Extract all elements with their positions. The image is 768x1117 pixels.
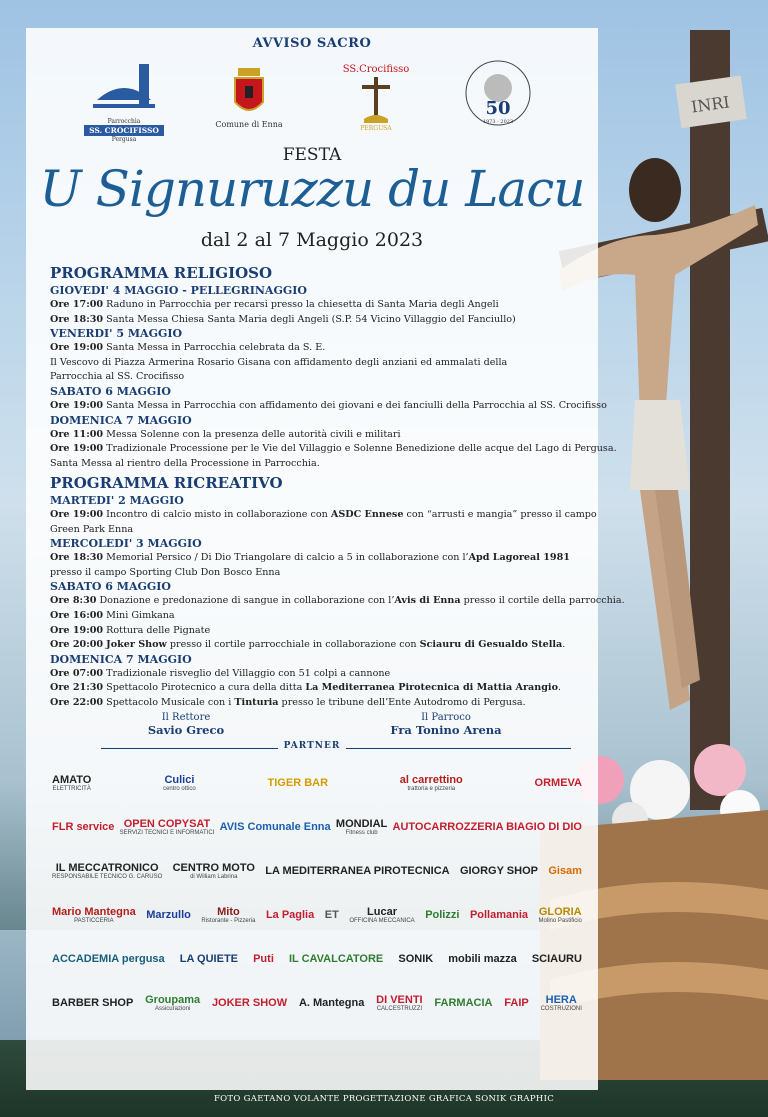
partner-logo [52,997,133,1009]
recreational-day-heading: SABATO 6 MAGGIO [50,580,172,594]
partner-tagline: RESPONSABILE TECNICO G. CARUSO [52,874,163,880]
partner-logo [398,953,433,965]
partner-name: MONDIAL [335,818,388,830]
religious-program [50,264,617,471]
event-highlight: ASDC Ennese [330,509,404,520]
recreational-program-line [50,696,590,711]
partner-logo [434,997,492,1009]
religious-program-line [50,399,607,414]
partner-tagline: SERVIZI TECNICI E INFORMATICI [119,830,215,836]
festival-dates: dal 2 al 7 Maggio 2023 [200,229,424,251]
recreational-program-line [50,638,590,653]
partner-name: FLR service [52,821,115,833]
partner-logo [212,997,287,1009]
partner-name: Groupama [145,994,201,1006]
parroco-signature [376,712,516,737]
partner-name: AUTOCARROZZERIA BIAGIO DI DIO [392,821,582,833]
event-description: presso il campo Sporting Club Don Bosco Enna [50,566,281,578]
partner-logo [460,865,538,877]
partner-name: Mario Mantegna [52,906,136,918]
partner-logo [52,953,165,965]
partner-name: Polizzi [425,909,460,921]
partner-name: GIORGY SHOP [459,865,538,877]
crocifisso-logo [336,64,416,132]
religious-program-line [50,442,617,457]
partner-row [52,805,582,849]
event-description: Donazione e predonazione di sangue in collaborazione con l’ [96,595,395,607]
event-time: Ore 19:00 [50,624,104,636]
parish-logo-name: SS. CROCIFISSO [84,125,164,136]
partner-name: SONIK [398,953,434,965]
partner-logo [400,774,463,792]
event-description: Messa Solenne con la presenza delle autorità civili e militari [103,428,401,440]
religious-day-heading: VENERDI' 5 MAGGIO [50,327,183,341]
religious-program-line [50,356,590,371]
partner-logo [163,774,196,792]
partner-name: IL CAVALCATORE [288,953,384,965]
event-highlight: La Mediterranea Pirotecnica di Mattia Arangio [305,682,558,694]
partner-name: CENTRO MOTO [172,862,255,874]
parish-church-logo-icon [89,60,159,118]
religious-program-line [50,313,590,328]
poster-panel [26,28,625,1090]
partner-logo [425,909,459,921]
partner-tagline: ELETTRICITÀ [52,786,91,792]
partner-logo [52,774,91,792]
event-highlight: Sciauru di Gesualdo Stella [419,639,563,651]
partner-name: AMATO [52,774,92,786]
partner-tagline: Molino Pastificio [538,918,582,924]
partner-name: La Paglia [265,909,315,921]
recreational-program-line [50,594,625,609]
confraternity-anniversary: 50 [485,98,511,119]
event-description: . [562,639,566,651]
confraternity-logo [458,58,538,125]
partner-name: Culici [164,774,195,786]
event-time: Ore 07:00 [50,667,104,679]
partner-logo [52,862,162,880]
partner-logo [265,865,449,877]
partner-tagline: Ristorante - Pizzeria [201,918,256,924]
event-highlight: Joker Show [106,639,167,651]
event-time: Ore 22:00 [50,696,104,708]
recreational-program-line [50,624,590,639]
partner-name: A. Mantegna [298,997,365,1009]
recreational-program-heading: PROGRAMMA RICREATIVO [50,474,283,492]
partner-logo [532,953,582,965]
partner-name: SCIAURU [531,953,582,965]
event-highlight: Apd Lagoreal 1981 [468,552,570,564]
recreational-day-heading: DOMENICA 7 MAGGIO [50,652,192,666]
partner-logo [336,818,387,836]
partner-logo [120,818,215,836]
partner-name: FARMACIA [434,997,493,1009]
comune-logo [208,66,290,129]
event-highlight: Tinturia [234,696,279,708]
partner-logo [52,906,136,924]
confraternity-years: 1973 - 2023 [482,119,514,125]
event-description: Green Park Enna [50,523,134,535]
partner-name: Puti [253,953,274,965]
partner-logo [393,821,582,833]
partner-tagline: Fitness club [345,830,378,836]
event-time: Ore 8:30 [50,595,97,607]
partner-name: Marzullo [146,909,191,921]
partner-name: BARBER SHOP [52,997,134,1009]
event-description: Mini Gimkana [103,609,175,621]
recreational-program-line [50,566,590,581]
partner-logo [253,953,274,965]
partner-row [52,849,582,893]
parish-logo [84,60,164,143]
event-description: Tradizionale Processione per le Vie del Villaggio e Solenne Benedizione delle acque del Lago di Pergusa. [103,443,617,455]
event-time: Ore 19:00 [50,399,104,411]
partner-name: Lucar [367,906,397,918]
event-description: Tradizionale risveglio del Villaggio con 51 colpi a cannone [103,667,391,679]
partner-heading: PARTNER [26,741,598,751]
event-time: Ore 19:00 [50,443,104,455]
religious-day-heading: GIOVEDI' 4 MAGGIO - PELLEGRINAGGIO [50,284,307,297]
event-description: Santa Messa al rientro della Processione in Parrocchia. [50,457,320,469]
religious-program-line [50,428,590,443]
partner-tagline: centro ottico [163,786,196,792]
event-description: Il Vescovo di Piazza Armerina Rosario Gisana con affidamento degli anziani ed ammalati della [50,356,508,368]
religious-day-heading: SABATO 6 MAGGIO [50,384,172,398]
partner-name: OPEN COPYSAT [123,818,211,830]
partner-logo [52,821,114,833]
event-description: Incontro di calcio misto in collaborazione con [103,509,331,520]
credits: FOTO GAETANO VOLANTE PROGETTAZIONE GRAFICA SONIK GRAPHIC [213,1094,555,1104]
religious-program-line [50,457,590,472]
event-description: Memorial Persico / Di Dio Triangolare di calcio a 5 in collaborazione con l’ [103,552,469,564]
rettore-signature [126,712,246,737]
partner-logo [173,862,255,880]
event-description: . [557,682,562,694]
svg-text:INRI: INRI [689,92,731,117]
event-time: Ore 11:00 [50,428,104,440]
recreational-program-line [50,508,597,523]
partner-logo [268,777,329,789]
rettore-role: Il Rettore [161,712,211,723]
event-description: presso il cortile della parrocchia. [460,595,625,607]
recreational-program-line [50,523,590,538]
event-description: presso il cortile parrocchiale in collaborazione con [166,639,420,651]
partner-name: ORMEVA [534,777,582,789]
partner-name: al carrettino [399,774,463,786]
partner-name: ET [324,909,339,921]
religious-program-line [50,298,590,313]
event-time: Ore 19:00 [50,509,104,520]
partner-logo [325,909,339,921]
partner-row [52,893,582,937]
event-time: Ore 18:30 [50,313,104,325]
parish-logo-sub: Pergusa [111,136,137,143]
partner-tagline: OFFICINA MECCANICA [349,918,415,924]
event-time: Ore 17:00 [50,299,104,310]
partner-tagline: Assicurazioni [154,1006,191,1012]
religious-program-heading: PROGRAMMA RELIGIOSO [50,264,273,282]
event-description: Santa Messa Chiesa Santa Maria degli Angeli (S.P. 54 Vicino Villaggio del Fanciullo) [103,313,516,325]
recreational-program-line [50,667,590,682]
partner-name: FAIP [504,997,529,1009]
recreational-program-line [50,681,590,696]
event-description: con “arrusti e mangia” presso il campo [403,509,597,520]
recreational-day-heading: MARTEDI' 2 MAGGIO [50,494,184,507]
partner-name: JOKER SHOW [211,997,288,1009]
crocifisso-logo-label: SS.Crocifisso [342,64,410,75]
event-time: Ore 21:30 [50,682,104,694]
recreational-program [50,474,625,711]
event-time: Ore 16:00 [50,609,104,621]
partner-logo [470,909,528,921]
partner-logo [220,821,331,833]
event-time: Ore 18:30 [50,552,104,564]
partner-row [52,761,582,805]
religious-program-line [50,370,590,385]
partner-name: Mito [217,906,240,918]
partner-logo [535,777,582,789]
partner-tagline: di William Labrina [190,874,238,880]
partner-name: Gisam [548,865,582,877]
partner-logo [299,997,364,1009]
partner-logo [539,906,582,924]
event-description: Rottura delle Pignate [103,624,211,636]
partner-row [52,937,582,981]
partner-name: Pollamania [469,909,529,921]
crucifix-logo-icon [356,75,396,125]
event-time: Ore 20:00 [50,639,104,651]
avviso-heading: AVVISO SACRO [252,36,372,51]
partner-name: LA QUIETE [179,953,239,965]
partner-logo [201,906,255,924]
partner-name: TIGER BAR [267,777,329,789]
partner-tagline: trattoria e pizzeria [407,786,456,792]
comune-logo-label: Comune di Enna [215,120,283,129]
partner-logo [289,953,383,965]
partner-logo [145,994,200,1012]
partner-name: HERA [545,994,577,1006]
partner-name: ACCADEMIA pergusa [52,953,165,965]
partner-name: mobili mazza [448,953,517,965]
partner-row [52,981,582,1025]
parroco-name: Fra Tonino Arena [390,723,502,737]
event-highlight: Avis di Enna [394,595,461,607]
partner-logo [146,909,191,921]
recreational-program-line [50,551,590,566]
religious-day-heading: DOMENICA 7 MAGGIO [50,413,192,427]
partner-logo [349,906,414,924]
event-description: Spettacolo Pirotecnico a cura della ditta [103,682,306,694]
partner-tagline: CALCESTRUZZI [376,1006,423,1012]
festival-title: U Signuruzzu du Lacu [39,160,585,218]
partner-name: IL MECCATRONICO [55,862,159,874]
festa-label: FESTA [282,145,342,165]
parroco-role: Il Parroco [421,712,471,723]
partner-logo [376,994,422,1012]
recreational-program-line [50,609,590,624]
partner-logo [448,953,516,965]
recreational-day-heading: MERCOLEDI' 3 MAGGIO [50,537,202,551]
event-description: presso le tribune dell’Ente Autodromo di Pergusa. [278,696,526,708]
partner-tagline: PASTICCERIA [74,918,114,924]
partner-logo [541,994,582,1012]
coat-of-arms-icon [232,66,266,120]
event-time: Ore 19:00 [50,342,104,354]
event-description: Spettacolo Musicale con i [103,696,235,708]
religious-program-line [50,341,590,356]
partner-name: DI VENTI [376,994,423,1006]
parish-logo-label: Parrocchia [107,118,141,125]
partner-logo [504,997,528,1009]
partner-name: LA MEDITERRANEA PIROTECNICA [265,865,450,877]
partner-logos [52,761,582,1025]
event-description: Raduno in Parrocchia per recarsi presso la chiesetta di Santa Maria degli Angeli [103,299,499,310]
partner-name: GLORIA [538,906,582,918]
event-description: Parrocchia al SS. Crocifisso [50,371,185,383]
event-description: Santa Messa in Parrocchia con affidamento dei giovani e dei fanciulli della Parrocchia al SS. Crocifisso [103,399,607,411]
event-description: Santa Messa in Parrocchia celebrata da S. E. [103,342,326,354]
partner-logo [180,953,238,965]
partner-name: AVIS Comunale Enna [219,821,331,833]
crocifisso-logo-sub: PERGUSA [360,125,392,132]
partner-tagline: COSTRUZIONI [540,1006,582,1012]
partner-logo [266,909,314,921]
partner-logo [548,865,582,877]
rettore-name: Savio Greco [147,723,225,737]
